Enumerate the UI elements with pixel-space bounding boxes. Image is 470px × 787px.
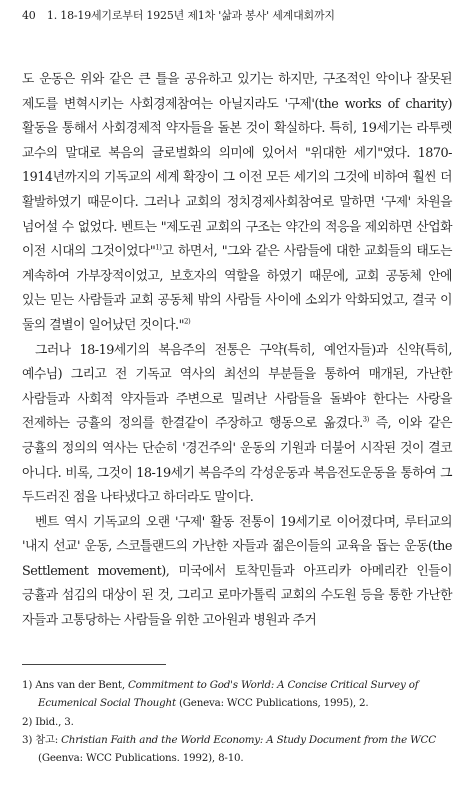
paragraph-2-text-b: 즉, 이와 같은 긍휼의 정의의 역사는 단순히 '경건주의' 운동의 기원과 더불어 시작된 것이 결코 아니다. 비록, 그것이 18-19세기 복음주의 각성운동과 복음전도운동을 통하여 그 두드러진 점을 나타냈다고 하더라도 말이다.: [22, 416, 452, 506]
body-text: [22, 68, 452, 634]
footnote-2-number: 2): [22, 715, 33, 728]
paragraph-3-text: 벤트 역시 기독교의 오랜 '구제' 활동 전통이 19세기로 이어졌다며, 루터교의 '내지 선교' 운동, 스코틀랜드의 가난한 자들과 젊은이들의 교육을 돕는 운동(the Settlement movement), 미국에서 토착민들과 아프리카 아메리칸 인들이 긍휼과 섬김의 대상이 된 것, 그리고 로마가톨릭 교회의 수도원 등을 통한 가난한 자들과 고통당하는 사람들을 위한 고아원과 병원과 주거: [22, 514, 452, 629]
footnote-2-text: Ibid., 3.: [35, 715, 74, 728]
page-number: 40: [22, 9, 36, 22]
footnote-3-number: 3): [22, 733, 33, 746]
footnote-ref-3: 3): [362, 416, 369, 425]
footnote-3: [22, 731, 452, 768]
footnote-2: [22, 713, 452, 731]
footnote-1: [22, 676, 452, 713]
footnote-1-publication: (Geneva: WCC Publications, 1995), 2.: [175, 697, 369, 710]
paragraph-1-text-a: 도 운동은 위와 같은 큰 틀을 공유하고 있기는 하지만, 구조적인 악이나 잘못된 제도를 변혁시키는 사회경제참여는 아닐지라도 '구제'(the works of charity) 활동을 통해서 사회경제적 약자들을 돌본 것이 확실하다. 특히, 19세기는 라투렛 교수의 말대로 복음의 글로벌화의 의미에 있어서 "위대한 세기"였다. 1870-1914년까지의 기독교의 세계 확장이 그 이전 모든 세기의 그것에 비하여 훨씬 더 활발하였기 때문이다. 그러나 교회의 정치경제사회참여로 말하면 '구제' 차원을 넘어설 수 없었다. 벤트는 "제도권 교회의 구조는 약간의 적응을 제외하면 산업화 이전 시대의 그것이었다": [22, 72, 452, 260]
footnote-1-author: Ans van der Bent,: [35, 679, 128, 691]
paragraph-1-text-b: 고 하면서, "그와 같은 사람들에 대한 교회들의 태도는 계속하여 가부장적이었고, 보호자의 역할을 하였기 때문에, 교회 공동체 안에 있는 믿는 사람들과 교회 공동체 밖의 사람들 사이에 소외가 악화되었고, 결국 이 둘의 결별이 일어났던 것이다.": [22, 244, 453, 333]
footnote-ref-2: 2): [184, 317, 191, 326]
running-header: [22, 8, 452, 24]
footnote-3-author: 참고:: [35, 733, 62, 746]
footnote-ref-1: 1): [155, 243, 162, 252]
footnotes: [22, 676, 452, 767]
footnote-divider: [22, 664, 166, 665]
paragraph-1: [22, 68, 452, 339]
footnote-1-number: 1): [22, 679, 33, 691]
paragraph-3: [22, 511, 452, 634]
footnote-3-title: Christian Faith and the World Economy: A Study Document from the WCC: [61, 733, 436, 746]
paragraph-2-text-a: 그러나 18-19세기의 복음주의 전통은 구약(특히, 예언자들)과 신약(특히, 예수님) 그리고 전 기독교 역사의 최선의 부분들을 통하여 매개된, 가난한 사람들과 사회적 약자들과 주변으로 밀려난 사람들을 돌봐야 한다는 사랑을 전제하는 긍휼의 정의를 한결같이 주장하고 행동으로 옮겼다.: [22, 342, 452, 432]
footnote-3-publication: (Geenva: WCC Publications. 1992), 8-10.: [38, 752, 244, 765]
paragraph-2: [22, 339, 452, 511]
running-title: 1. 18-19세기로부터 1925년 제1차 '삶과 봉사' 세계대회까지: [46, 9, 335, 22]
footnote-1-title: Commitment to God's World: A Concise Critical Survey of Ecumenical Social Thought: [38, 679, 419, 710]
